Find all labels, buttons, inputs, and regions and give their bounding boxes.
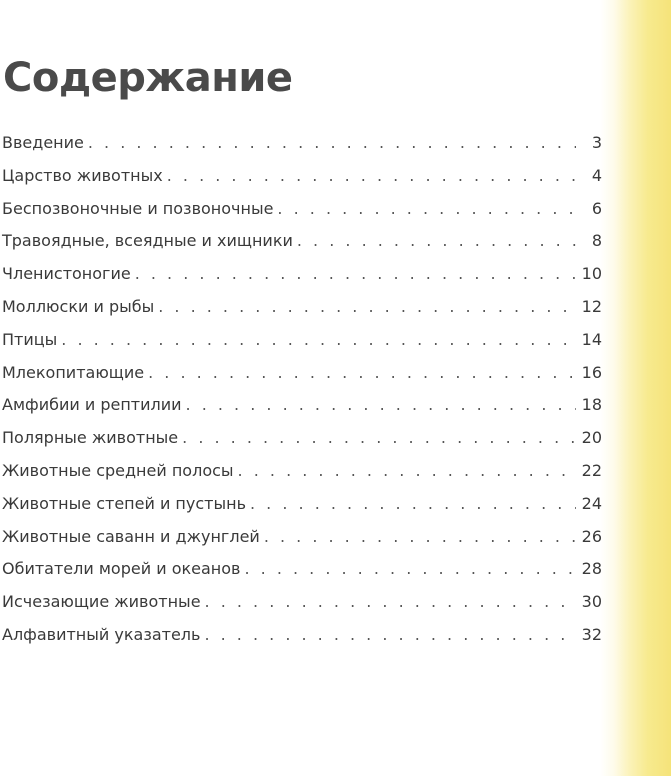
dot-leader: [297, 225, 576, 258]
toc-entry-label: Обитатели морей и океанов: [2, 559, 241, 579]
dot-leader: [167, 160, 576, 193]
toc-entry-introduction: [2, 127, 602, 160]
toc-entry-invertebrates-vertebrates: [2, 193, 602, 226]
toc-entry-birds: [2, 324, 602, 357]
toc-entry-arthropods: [2, 258, 602, 291]
toc-entry-page-number: 12: [581, 296, 602, 316]
dot-leader: [244, 553, 575, 586]
toc-entry-label: Исчезающие животные: [2, 592, 201, 612]
toc-entry-label: Животные средней полосы: [2, 460, 234, 480]
toc-entry-label: Птицы: [2, 329, 58, 349]
toc-entry-label: Беспозвоночные и позвоночные: [2, 198, 274, 218]
dot-leader: [158, 291, 575, 324]
dot-leader: [205, 586, 576, 619]
toc-entry-page-number: 32: [581, 624, 602, 644]
toc-entry-steppe-desert-animals: [2, 488, 602, 521]
dot-leader: [186, 389, 576, 422]
toc-entry-page-number: 20: [581, 428, 602, 448]
dot-leader: [182, 422, 576, 455]
toc-entry-polar-animals: [2, 422, 602, 455]
toc-entry-label: Введение: [2, 133, 84, 152]
toc-entry-page-number: 8: [591, 231, 602, 251]
toc-entry-page-number: 26: [581, 526, 602, 546]
toc-entry-sea-ocean-inhabitants: [2, 553, 602, 586]
table-of-contents: [2, 127, 602, 652]
toc-entry-animal-kingdom: [2, 160, 602, 193]
toc-entry-mollusks-fish: [2, 291, 602, 324]
toc-entry-page-number: 10: [581, 264, 602, 284]
toc-entry-savanna-jungle-animals: [2, 521, 602, 554]
page-title: Содержание: [3, 55, 293, 101]
toc-entry-label: Млекопитающие: [2, 362, 145, 382]
toc-entry-page-number: 4: [591, 165, 602, 185]
toc-entry-page-number: 14: [581, 329, 602, 349]
toc-entry-page-number: 6: [591, 198, 602, 218]
toc-entry-label: Алфавитный указатель: [2, 624, 201, 644]
toc-entry-temperate-animals: [2, 455, 602, 488]
toc-entry-alphabetical-index: [2, 619, 602, 652]
dot-leader: [135, 258, 576, 291]
dot-leader: [61, 324, 575, 357]
toc-entry-page-number: 16: [581, 362, 602, 382]
toc-entry-label: Травоядные, всеядные и хищники: [2, 231, 293, 251]
toc-entry-label: Амфибии и рептилии: [2, 395, 182, 415]
toc-entry-label: Животные саванн и джунглей: [2, 526, 260, 546]
toc-entry-endangered-animals: [2, 586, 602, 619]
dot-leader: [88, 127, 576, 160]
toc-entry-page-number: 22: [581, 460, 602, 480]
toc-entry-label: Царство животных: [2, 165, 163, 185]
dot-leader: [148, 357, 576, 390]
toc-entry-page-number: 18: [581, 395, 602, 415]
toc-entry-page-number: 24: [581, 493, 602, 513]
toc-entry-page-number: 3: [591, 133, 602, 152]
toc-entry-label: Моллюски и рыбы: [2, 296, 155, 316]
toc-entry-label: Животные степей и пустынь: [2, 493, 246, 513]
toc-entry-label: Полярные животные: [2, 428, 179, 448]
dot-leader: [238, 455, 576, 488]
dot-leader: [277, 193, 576, 226]
dot-leader: [264, 521, 576, 554]
toc-entry-page-number: 28: [581, 559, 602, 579]
toc-entry-label: Членистоногие: [2, 264, 131, 284]
toc-entry-amphibians-reptiles: [2, 389, 602, 422]
toc-entry-herbivores-omnivores-predators: [2, 225, 602, 258]
toc-entry-page-number: 30: [581, 592, 602, 612]
dot-leader: [250, 488, 576, 521]
toc-entry-mammals: [2, 357, 602, 390]
dot-leader: [204, 619, 575, 652]
